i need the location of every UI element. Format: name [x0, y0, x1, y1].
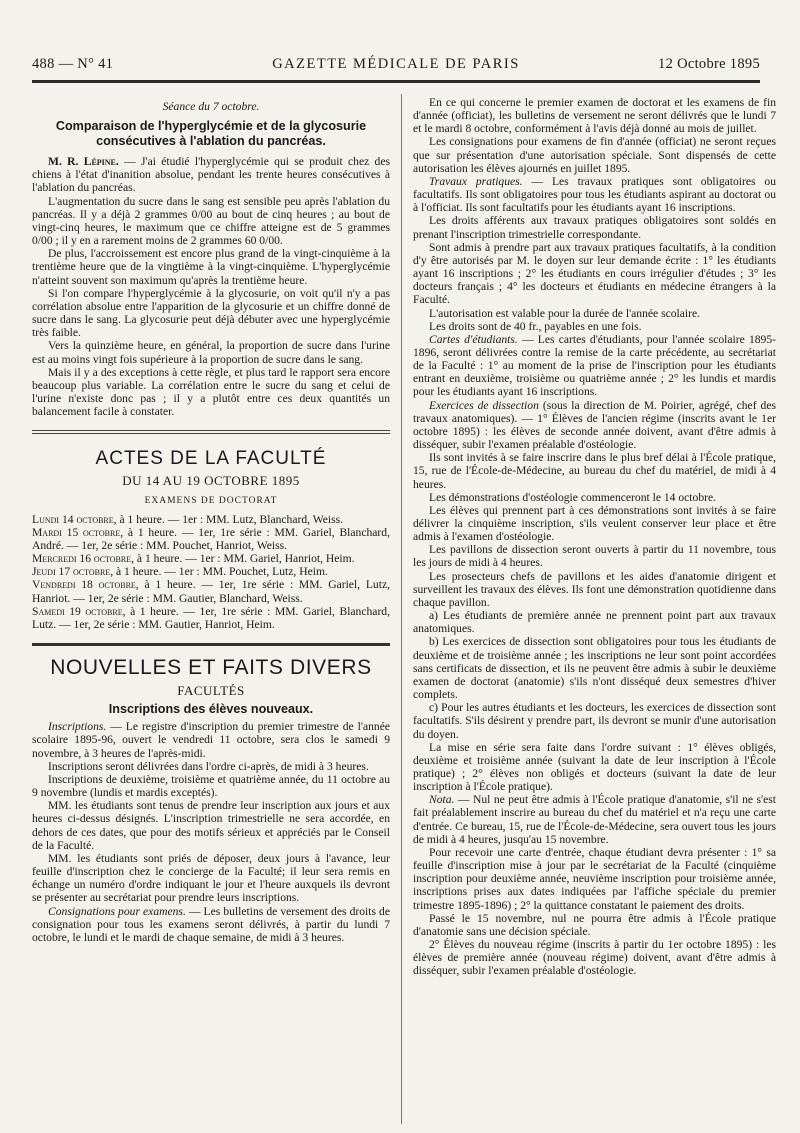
paragraph: b) Les exercices de dissection sont obligatoires pour tous les étudiants de deuxième et de troisième année ; les inscriptions ne leur sont point accordées sans certificats de dissection, et ils ne peuvent être admis à subir le deuxième examen de doctorat (anatomie) s'ils n'ont disséqué deux semestres d'hiver complets.	[413, 635, 776, 702]
inscriptions-title: Inscriptions des élèves nouveaux.	[108, 702, 314, 717]
exam-day: Mercredi 16 octobre,	[32, 552, 135, 566]
exam-line	[32, 605, 390, 631]
examens-heading: EXAMENS DE DOCTORAT	[144, 496, 278, 507]
paragraph-text: — Le registre d'inscription du premier trimestre de l'année scolaire 1895-96, ouvert le vendredi 11 octobre, sera clos le samedi 9 novembre, à 3 heures de l'après-midi.	[32, 720, 390, 760]
paragraph: Les droits afférents aux travaux pratiques obligatoires sont soldés en prenant l'inscription trimestrielle correspondante.	[413, 214, 776, 241]
exam-day: Jeudi 17 octobre,	[32, 565, 114, 579]
page-number: 488 — N° 41	[32, 56, 114, 72]
exam-day: Samedi 19 octobre,	[32, 604, 126, 618]
exam-detail: à 1 heure. — 1er : MM. Pouchet, Lutz, Heim.	[113, 565, 328, 579]
paragraph: Les consignations pour examens de fin d'année (officiat) ne seront reçues que sur présentation d'une autorisation spéciale. Sont dispensés de cette autorisation les élèves ajournés en juillet 1895.	[413, 135, 776, 175]
article-title: Comparaison de l'hyperglycémie et de la glycosurie consécutives à l'ablation du pancréas.	[55, 119, 367, 149]
paragraph-text: — Nul ne peut être admis à l'École pratique d'anatomie, s'il ne s'est fait préalablement inscrire au bureau du chef du matériel et n'a reçu une carte d'entrée. Ce bureau, 15, rue de l'École-de-Médecine, sera ouvert tous les jours de midi à 4 heures, jusqu'au 15 novembre.	[413, 793, 776, 846]
paragraph: Les élèves qui prennent part à ces démonstrations sont invités à se faire délivrer la cinquième inscription, s'ils veulent conserver leur place et être admis à l'examen d'ostéologie.	[413, 503, 776, 544]
right-column	[413, 96, 776, 977]
left-column	[32, 96, 390, 944]
paragraph: Inscriptions seront délivrées dans l'ordre ci-après, de midi à 3 heures.	[48, 759, 369, 773]
paragraph: Vers la quinzième heure, en général, la proportion de sucre dans l'urine est au moins vingt fois supérieure à la proportion de sucre dans le sang.	[32, 339, 390, 366]
paragraph	[413, 793, 776, 846]
paragraph: Mais il y a des exceptions à cette règle, et plus tard le rapport sera encore beaucoup plus variable. La corrélation entre le sucre du sang et celui de l'urine n'existe donc pas ; il y a plutôt entre ces deux quantités un balancement facile à constater.	[32, 365, 390, 419]
seance-date: Séance du 7 octobre.	[162, 100, 260, 113]
lead-term: Inscriptions.	[48, 720, 107, 734]
paragraph: L'augmentation du sucre dans le sang est sensible peu après l'ablation du pancréas. Il y a déjà 2 grammes 0/00 au bout de cinq heures ; au bout de vingt-cinq heures, le maximum que ce chiffre atteigne est de 5 grammes 0/00 ; il y en a rarement moins de 2 grammes 60 0/00.	[32, 194, 390, 248]
exam-line	[32, 552, 390, 565]
exam-line	[32, 578, 390, 604]
paragraph: Les pavillons de dissection seront ouverts à partir du 11 novembre, tous les jours de midi à 4 heures.	[413, 543, 776, 570]
paragraph: MM. les étudiants sont tenus de prendre leur inscription aux jours et aux heures ci-dessus désignés. L'inscription trimestrielle ne sera accordée, en dehors de ces dates, que pour des motifs sérieux et appréciés par le Conseil de la Faculté.	[32, 799, 390, 852]
paragraph	[32, 720, 390, 759]
exam-detail: à 1 heure. — 1er : MM. Gariel, Hanriot, Heim.	[134, 552, 355, 566]
lead-term: Exercices de dissection	[429, 398, 539, 412]
paragraph: De plus, l'accroissement est encore plus grand de la vingt-cinquième à la trentième heure que de la vingtième à la vingt-cinquième. L'hyperglycémie n'atteint souvent son maximum qu'après la trentième heure.	[32, 247, 390, 287]
column-divider	[401, 94, 402, 1124]
paragraph: Les droits sont de 40 fr., payables en une fois.	[429, 319, 642, 333]
paragraph-text: (sous la direction de M. Poirier, agrégé, chef des travaux anatomiques). — 1° Élèves de l'ancien régime (inscrits avant le 1er octobre 1895) : les élèves de seconde année doivent, avant d'être admis à disséquer, subir l'examen préalable d'ostéologie.	[413, 398, 776, 452]
paragraph: La mise en série sera faite dans l'ordre suivant : 1° élèves obligés, deuxième et troisième année (suivant la date de leur inscription à l'École pratique) ; 2° élèves non obligés et docteurs (suivant la date de leur inscription à l'École pratique).	[413, 740, 776, 794]
paragraph: Passé le 15 novembre, nul ne pourra être admis à l'École pratique d'anatomie sans une décision spéciale.	[413, 911, 776, 938]
paragraph: L'autorisation est valable pour la durée de l'année scolaire.	[429, 306, 701, 320]
exam-schedule	[32, 513, 390, 631]
paragraph	[32, 155, 390, 194]
actes-title: ACTES DE LA FACULTÉ	[95, 448, 327, 470]
paragraph-text: — Les bulletins de versement des droits de consignation pour tous les examens seront délivrés, à partir du lundi 7 octobre, le lundi et le mardi de chaque semaine, de midi à 3 heures.	[32, 904, 390, 944]
exam-day: Vendredi 18 octobre,	[32, 578, 139, 592]
paragraph: c) Pour les autres étudiants et les docteurs, les exercices de dissection sont facultatifs. S'ils désirent y prendre part, ils devront se munir d'une autorisation du doyen.	[413, 701, 776, 741]
paragraph: Si l'on compare l'hyperglycémie à la glycosurie, on voit qu'il n'y a pas corrélation absolue entre l'apparition de la glycosurie et un chiffre donné de sucre dans le sang. La glycosurie peut déjà débuter avec une hyperglycémie très faible.	[32, 286, 390, 340]
paragraph-text: — Les cartes d'étudiants, pour l'année scolaire 1895-1896, seront délivrées contre la remise de la carte précédente, au secrétariat de la Faculté : 1° au moment de la prise de l'inscription pour les étudiants entrant en deuxième, troisième ou quatrième année ; 2° les lundis et mardis pour les étudiants ayant 16 inscriptions.	[413, 332, 776, 399]
paragraph: 2° Élèves du nouveau régime (inscrits à partir du 1er octobre 1895) : les élèves de première année (nouveau régime) doivent, avant d'être admis à disséquer, subir l'examen préalable d'ostéologie.	[413, 938, 776, 978]
paragraph: a) Les étudiants de première année ne prennent point part aux travaux anatomiques.	[413, 609, 776, 636]
exam-detail: à 1 heure. — 1er, 1re série : MM. Gariel, Lutz, Hanriot. — 1er, 2e série : MM. Gautier, Blanchard, Weiss.	[32, 578, 390, 605]
paragraph: Sont admis à prendre part aux travaux pratiques facultatifs, à la condition d'y être autorisés par M. le doyen sur leur demande écrite : 1° les étudiants ayant 16 inscriptions ; 2° les étudiants en cours irrégulier d'études ; 3° les docteurs français ; 4° les docteurs et étudiants en médecine étrangers à la Faculté.	[413, 240, 776, 307]
paragraph	[413, 333, 776, 399]
header-rule	[32, 80, 760, 83]
section-divider	[32, 430, 390, 434]
exam-detail: à 1 heure. — 1er, 1re série : MM. Gariel, Blanchard, André. — 1er, 2e série : MM. Pouchet, Hanriot, Weiss.	[32, 525, 390, 552]
paragraph-text: — Les travaux pratiques sont obligatoires ou facultatifs. Ils sont obligatoires pour tous les étudiants aspirant au doctorat ou à l'officiat. Ils sont facultatifs pour les étudiants ayant 16 inscriptions.	[413, 174, 776, 215]
paragraph	[32, 905, 390, 944]
exam-line	[32, 526, 390, 552]
paragraph	[413, 399, 776, 452]
paragraph: Les démonstrations d'ostéologie commenceront le 14 octobre.	[429, 490, 717, 504]
paragraph	[413, 175, 776, 214]
lead-term: Nota.	[429, 793, 455, 807]
lead-term: Travaux pratiques.	[429, 174, 523, 188]
exam-line	[32, 513, 390, 526]
paragraph: Inscriptions de deuxième, troisième et quatrième année, du 11 octobre au 9 novembre (lundis et mardis exceptés).	[32, 772, 390, 800]
paragraph: Les prosecteurs chefs de pavillons et les aides d'anatomie dirigent et surveillent les travaux des élèves. Ils font une démonstration quotidienne dans chaque pavillon.	[413, 569, 776, 609]
actes-dates: DU 14 AU 19 OCTOBRE 1895	[122, 473, 300, 489]
exam-detail: à 1 heure. — 1er, 1re série : MM. Gariel, Blanchard, Lutz. — 1er, 2e série : MM. Gautier, Hanriot, Heim.	[32, 604, 390, 631]
paragraph: Ils sont invités à se faire inscrire dans le plus bref délai à l'École pratique, 15, rue de l'École-de-Médecine, au bureau du chef du matériel, de midi à 4 heures.	[413, 451, 776, 491]
paragraph-text: — J'ai étudié l'hyperglycémie qui se produit chez des chiens à l'état d'inanition absolue, pendant les trente heures consécutives à l'ablation du pancréas.	[32, 155, 390, 195]
page-header	[32, 56, 760, 78]
exam-line	[32, 565, 390, 578]
section-divider	[32, 643, 390, 646]
lead-term: Consignations pour examens.	[48, 904, 186, 918]
author-name: M. R. Lépine.	[48, 155, 119, 169]
exam-day: Mardi 15 octobre,	[32, 525, 124, 539]
lead-term: Cartes d'étudiants.	[429, 332, 518, 346]
paragraph: MM. les étudiants sont priés de déposer, deux jours à l'avance, leur feuille d'inscription chez le concierge de la Faculté; il leur sera remis en échange un numéro d'ordre indiquant le jour et l'heure auxquels ils devront se présenter au secrétariat pour prendre leurs inscriptions.	[32, 851, 390, 905]
journal-title: GAZETTE MÉDICALE DE PARIS	[272, 56, 520, 72]
exam-detail: à 1 heure. — 1er : MM. Lutz, Blanchard, Weiss.	[116, 512, 344, 526]
nouvelles-title: NOUVELLES ET FAITS DIVERS	[50, 656, 372, 679]
paragraph: En ce qui concerne le premier examen de doctorat et les examens de fin d'année (officiat), les bulletins de versement ne seront délivrés que le lundi 7 et le mardi 8 octobre, conformément à l'avis déjà donné au mois de juillet.	[413, 96, 776, 136]
facultes-heading: FACULTÉS	[177, 683, 245, 698]
issue-date: 12 Octobre 1895	[658, 56, 760, 72]
exam-day: Lundi 14 octobre,	[32, 512, 117, 526]
paragraph: Pour recevoir une carte d'entrée, chaque étudiant devra présenter : 1° sa feuille d'inscription mise à jour par le secrétariat de la Faculté (cinquième inscription pour deuxième année, neuvième inscription pour troisième année, inscriptions prises aux dates indiquées par l'affiche spéciale du premier trimestre 1895-1896) ; 2° la quittance constatant le paiement des droits.	[413, 845, 776, 912]
